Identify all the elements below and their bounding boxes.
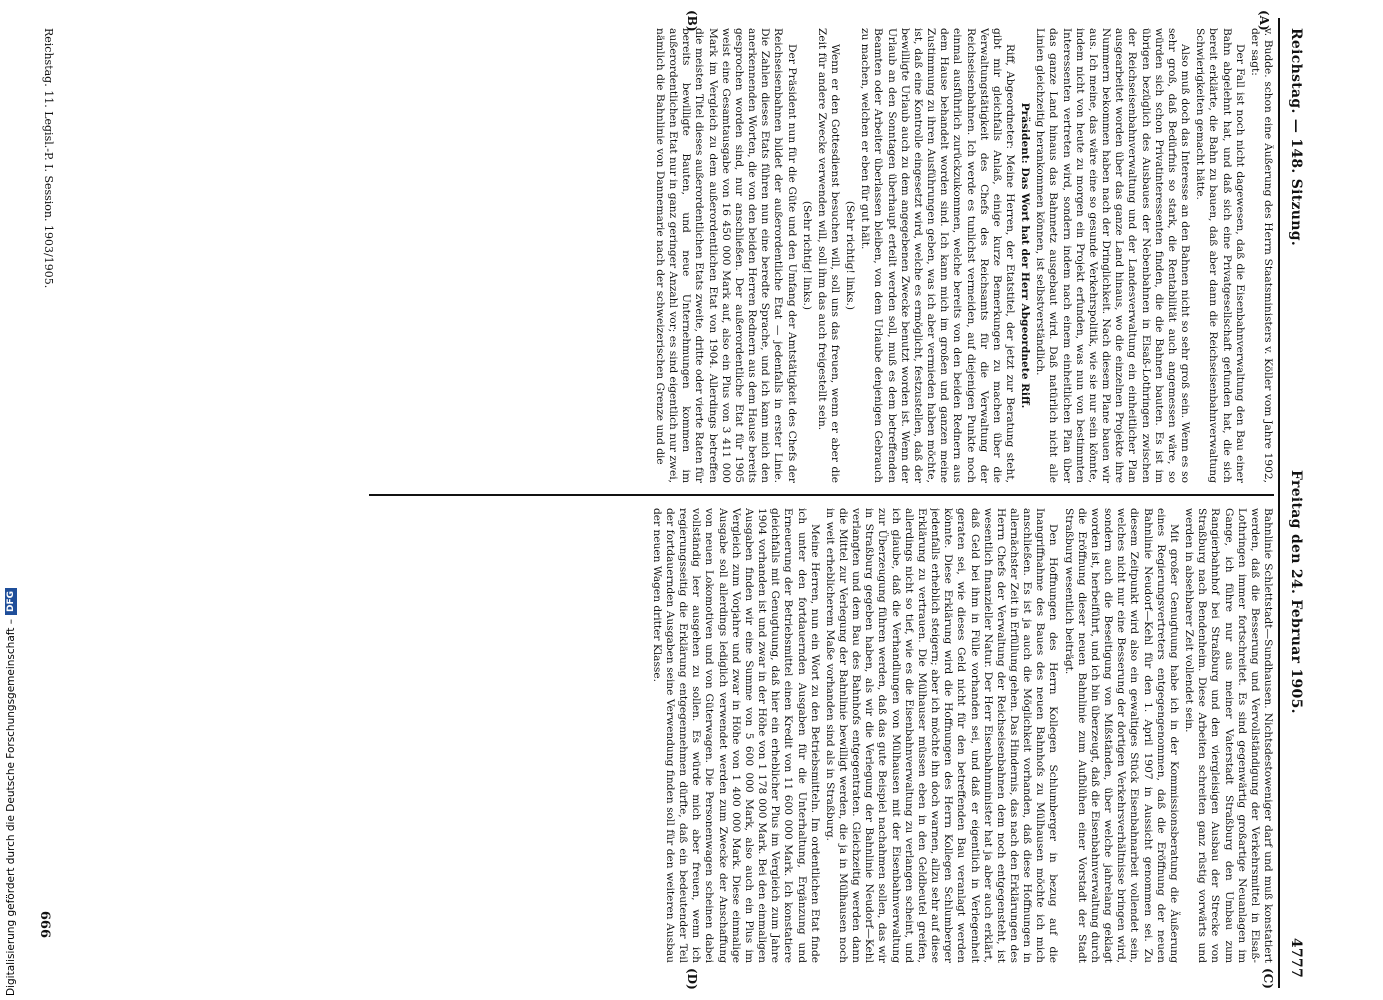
digitization-credit: [4, 560, 18, 996]
credit-text: Digitalisierung gefördert durch die Deutsche Forschungsgemeinschaft –: [5, 619, 17, 996]
dfg-logo: DFG: [5, 588, 17, 615]
margin-mark-b: (B): [685, 10, 699, 32]
margin-mark-a: (A): [1257, 10, 1271, 31]
interjection: (Sehr richtig! links.): [844, 200, 857, 311]
paragraph: Der Präsident nun für die Güte und den Umfang der Amtstätigkeit des Chefs der Reichseisenbahnen bildet der außerordentliche Etat — jedenfalls in erster Linie. Die Zahlen dieses Etats führen nun eine beredte Sprache, und ich kann mich den anerkennenden Worten, die von den beiden Herren Rednern aus dem Hause bereits gesprochen worden sind, nur anschließen. Der außerordentliche Etat für 1905 weist eine Gesamtausgabe von 16 450 000 Mark auf, also ein Plus von 3 411 000 Mark im Vergleich zu dem außerordentlichen Etat von 1904. Allerdings betreffen die meisten Titel dieses außerordentlichen Etats zweite, dritte oder vierte Raten für bereits bewilligte Bauten, und neue Unternehmungen kommen im außerordentlichen Etat nur in ganz geringer Anzahl vor; es sind eigentlich nur zwei, nämlich die Bahnlinie von Dannemarie nach der schweizerischen Grenze und die: [653, 28, 798, 483]
header-page-number: 4777: [1288, 937, 1304, 978]
header-left: Reichstag. — 148. Sitzung.: [1288, 28, 1304, 247]
paragraph: Mit großer Genugtuung habe ich in der Kommissionsberatung die Äußerung eines Regierungsvertreters entgegengenommen, daß die Eröffnung der neuen Bahnlinie Neudorf—Kehl für den 1. April 1907 in Aussicht genommen sei. Zu diesem Zeitpunkt wird also ein gewaltiges Stück Eisenbahnarbeit vollendet sein, welches nicht nur eine Besserung der dortigen Verkehrsverhältnisse bringen wird, sondern auch die Beseitigung von Mißständen, über welche jahrelang geklagt worden ist, herbeiführt, und ich bin überzeugt, daß die Eisenbahnverwaltung durch die Eröffnung dieser neuen Bahnlinie zum Aufblühen einer Vorstadt der Stadt Straßburg wesentlich beiträgt.: [1062, 508, 1180, 963]
page-header: [1282, 28, 1302, 978]
margin-mark-c: (C): [1261, 968, 1275, 989]
page-footer: Reichstag. 11. Legisl.-P. I. Session. 1903/1905.: [42, 28, 56, 289]
speaker-line: Präsident: Das Wort hat der Herr Abgeordnete Riff.: [1019, 102, 1032, 409]
footer-page-number: 666: [37, 910, 53, 938]
paragraph: Riff, Abgeordneter: Meine Herren, der Etatstitel, der jetzt zur Beratung steht, gibt mir gleichfalls Anlaß, einige kurze Bemerkungen zu machen über die Verwaltungstätigkeit des Chefs des Reichsamts für die Verwaltung der Reichseisenbahnen. Ich werde es tunlichst vermeiden, auf diejenigen Punkte noch einmal ausführlich zurückzukommen, welche bereits von den beiden Rednern aus dem Hause behandelt worden sind. Ich kann mich im großen und ganzen meine Zustimmung zu ihren Ausführungen geben, was ich aber vermieden haben möchte, ist, daß eine Kontrolle eingesetzt wird, welche es ermöglicht, festzustellen, daß der bewilligte Urlaub auch zu dem angegebenen Zwecke benutzt worden ist. Wenn der Urlaub an den Sonntagen überhaupt erteilt werden soll, muß es dem betreffenden Beamten oder Arbeiter überlassen bleiben, von dem Urlaube denjenigen Gebrauch zu machen, welchen er eben für gut hält.: [859, 28, 1017, 483]
paragraph: Den Hoffnungen des Herrn Kollegen Schlumberger in bezug auf die Inangriffnahme des Baues des neuen Bahnhofs zu Mülhausen möchte ich mich anschließen. Es ist ja auch die Möglichkeit vorhanden, daß diese Hoffnungen in allernächster Zeit in Erfüllung gehen. Das Hindernis, das nach den Erklärungen des Herrn Chefs der Verwaltung der Reichseisenbahnen dem noch entgegensteht, ist wesentlich finanzieller Natur. Der Herr Eisenbahnminister hat ja aber auch erklärt, daß Geld bei ihm in Fülle vorhanden sei, und daß er eigentlich in Verlegenheit geraten sei, wie dieses Geld nicht für den betreffenden Bau veranlagt werden könnte. Diese Erklärung wird die Hoffnungen des Herrn Kollegen Schlumberger jedenfalls erheblich steigern; aber ich möchte ihn doch warnen, allzu sehr auf diese Erklärung zu vertrauen. Die Mülhauser müssen eben in den Geldbeutel greifen, allerdings nicht so tief, wie es die Eisenbahnverwaltung zu verlangen scheint, und ich glaube, daß die Verhandlungen von Mülhausen mit der Eisenbahnverwaltung zur Überzeugung führen werden, daß das gute Beispiel nachahmen sollen, das wir in Straßburg gegeben haben, als wir die Verlegung der Bahnlinie Neudorf—Kehl verlangten und dem Bau des Bahnhofs entgegentraten. Gleichzeitig werden dann die Mittel zur Verlegung der Bahnlinie bewilligt werden, die ja in Mülhausen noch in weit erheblicherem Maße vorhanden sind als in Straßburg.: [823, 508, 1060, 963]
interjection: (Sehr richtig! links.): [800, 200, 813, 311]
right-column: [344, 508, 1274, 963]
paragraph: v. Budde. schon eine Äußerung des Herrn Staatsministers v. Köller vom Jahre 1902, der sagt:: [1248, 28, 1274, 483]
column-divider: [369, 494, 1274, 496]
paragraph: Der Fall ist noch nicht dagewesen, daß die Eisenbahnverwaltung den Bau einer Bahn abgelehnt hat, und daß sich eine Privatgesellschaft gefunden hat, die sich bereit erklärte, die Bahn zu bauen, daß aber dann die Reichseisenbahnverwaltung Schwierigkeiten gemacht hätte.: [1194, 28, 1246, 483]
header-rule: [1278, 18, 1280, 988]
header-date: Freitag den 24. Februar 1905.: [1288, 470, 1304, 714]
paragraph: Wenn er den Gottesdienst besuchen will, soll uns das freuen, wenn er aber die Zeit für andere Zwecke verwenden will, soll ihm das auch freigestellt sein.: [815, 28, 841, 483]
left-column: [344, 28, 1274, 483]
margin-mark-d: (D): [685, 968, 699, 990]
paragraph: Meine Herren, nun ein Wort zu den Betriebsmitteln. Im ordentlichen Etat finde ich unter den fortdauernden Ausgaben für die Unterhaltung, Ergänzung und Erneuerung der Betriebsmittel einen Kredit von 11 600 000 Mark. Ich konstatiere gleichfalls mit Genugtuung, daß hier ein erheblicher Plus im Vergleich zum Jahre 1904 vorhanden ist und zwar in der Höhe von 1 178 000 Mark. Bei den einmaligen Ausgaben finden wir eine Summe von 5 600 000 Mark, also auch ein Plus im Vergleich zum Vorjahre und zwar in Höhe von 1 400 000 Mark. Diese einmalige Ausgabe soll allerdings lediglich verwendet werden zum Zwecke der Anschaffung von neuen Lokomotiven und von Güterwagen. Die Personenwagen scheinen dabei vollständig leer ausgehen zu sollen. Es würde mich aber freuen, wenn ich regierungsseitig die Erklärung entgegennehmen dürfte, daß ein bedeutender Teil der fortdauernden Ausgaben seine Verwendung finden soll für den weiteren Ausbau der neuen Wagen dritter Klasse.: [650, 508, 821, 963]
paragraph: Also muß doch das Interesse an den Bahnen nicht so sehr groß sein. Wenn es so sehr groß, daß Bedürfnis so stark, die Rentabilität auch angemessen wäre, so würden sich schon Privatinteressenten finden, die die Bahnen bauten. Es ist im übrigen bezüglich des Ausbaues der Nebenbahnen in Elsaß-Lothringen zwischen der Reichseisenbahnverwaltung und der Landesverwaltung ein einheitlicher Plan ausgearbeitet worden über das ganze Land hinaus, wo die einzelnen Projekte ihre Nummern bekommen haben nach der Dringlichkeit. Nach diesem Plane bauen wir aus. Ich meine, das wäre eine so gesunde Verkehrspolitik, wie sie nur sein könnte, indem nicht von heute zu morgen ein Projekt erfunden, was nun von bestimmten Interessenten vertreten wird, sondern indem nach einem einheitlichen Plan über das ganze Land hinaus das Bahnnetz ausgebaut wird. Daß natürlich nicht alle Linien gleichzeitig herankommen können, ist selbstverständlich.: [1034, 28, 1192, 483]
paragraph: Bahnlinie Schlettstadt—Sundhausen. Nichtsdestoweniger darf und muß konstatiert werden, daß die Besserung und Vervollständigung der Verkehrsmittel in Elsaß-Lothringen immer fortschreitet. Es sind gegenwärtig großartige Neuanlagen im Gange, ich führe nur aus meiner Vaterstadt Straßburg den Umbau zum Rangierbahnhof bei Straßburg und den viergleisigen Ausbau der Strecke von Straßburg nach Bendenheim. Diese Arbeiten schreiten ganz rüstig vorwärts und werden in absehbarer Zeit vollendet sein.: [1183, 508, 1274, 963]
rotated-page-content: [20, 8, 1310, 998]
